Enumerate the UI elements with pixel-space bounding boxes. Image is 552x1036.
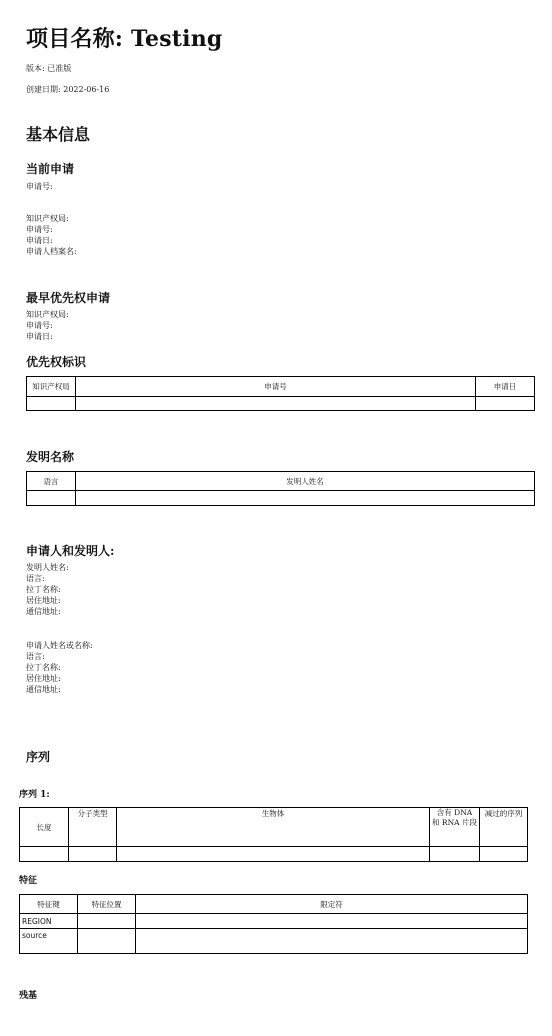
table-header-row	[27, 472, 535, 491]
priority-claims-table	[26, 376, 535, 411]
applicant-residence-label: 居住地址:	[26, 674, 61, 683]
table-row	[27, 397, 535, 411]
applicant-language-label: 语言:	[26, 652, 45, 661]
features-table	[19, 894, 528, 954]
table-row	[27, 491, 535, 506]
created-date-text: 创建日期: 2022-06-16	[26, 85, 110, 94]
table-cell	[136, 914, 528, 929]
inventor-language-label: 语言:	[26, 574, 45, 583]
priority-office-label: 知识产权局:	[26, 310, 69, 319]
table-cell	[27, 491, 76, 506]
table-header-row	[20, 808, 528, 847]
sequence-table	[19, 807, 528, 862]
table-cell	[76, 491, 535, 506]
inventor-details	[26, 562, 69, 617]
priority-claims-heading: 优先权标识	[26, 355, 87, 369]
residues-label: 残基	[19, 991, 38, 1001]
current-application-heading: 当前申请	[26, 162, 75, 176]
table-row	[20, 847, 528, 862]
invention-title-table	[26, 471, 535, 506]
project-title: 项目名称: Testing	[26, 26, 223, 52]
sequences-heading: 序列	[26, 750, 51, 764]
current-application-number: 申请号:	[26, 182, 53, 191]
table-header: 含有 DNA 和 RNA 片段	[430, 808, 480, 847]
feature-key-cell: source	[20, 929, 78, 954]
app-number-label: 申请号:	[26, 225, 53, 234]
features-label: 特征	[19, 876, 38, 886]
table-header: 申请号	[76, 377, 476, 397]
feature-key-cell: REGION	[20, 914, 78, 929]
table-header: 限定符	[136, 895, 528, 914]
version-text: 版本: 已准版	[26, 64, 72, 73]
table-cell	[480, 847, 528, 862]
earliest-priority-details	[26, 309, 69, 342]
table-header: 特征位置	[78, 895, 136, 914]
table-header-row	[20, 895, 528, 914]
table-row	[20, 929, 528, 954]
table-cell	[117, 847, 430, 862]
inventor-address-label: 通信地址:	[26, 607, 61, 616]
table-header: 申请日	[476, 377, 535, 397]
table-cell	[78, 929, 136, 954]
table-cell	[27, 397, 76, 411]
applicant-file-ref-label: 申请人档案名:	[26, 247, 77, 256]
inventor-latin-name-label: 拉丁名称:	[26, 585, 61, 594]
table-cell	[78, 914, 136, 929]
inventor-residence-label: 居住地址:	[26, 596, 61, 605]
priority-app-number-label: 申请号:	[26, 321, 53, 330]
priority-filing-date-label: 申请日:	[26, 332, 53, 341]
table-row	[20, 914, 528, 929]
sequence-1-label: 序列 1:	[19, 790, 50, 800]
applicant-name-label: 申请人姓名或名称:	[26, 641, 93, 650]
basic-info-heading: 基本信息	[26, 125, 91, 144]
table-cell	[430, 847, 480, 862]
table-cell	[69, 847, 117, 862]
applicants-inventors-heading: 申请人和发明人:	[26, 544, 115, 558]
invention-title-heading: 发明名称	[26, 450, 75, 464]
table-header: 分子类型	[69, 808, 117, 847]
table-header: 发明人姓名	[76, 472, 535, 491]
table-header: 减过的序列	[480, 808, 528, 847]
table-header: 特征键	[20, 895, 78, 914]
table-header: 长度	[20, 808, 69, 847]
table-cell	[136, 929, 528, 954]
filing-date-label: 申请日:	[26, 236, 53, 245]
table-cell	[476, 397, 535, 411]
current-application-details	[26, 213, 77, 257]
applicant-latin-name-label: 拉丁名称:	[26, 663, 61, 672]
table-header: 语言	[27, 472, 76, 491]
office-label: 知识产权局:	[26, 214, 69, 223]
applicant-details	[26, 640, 93, 695]
table-cell	[20, 847, 69, 862]
applicant-address-label: 通信地址:	[26, 685, 61, 694]
inventor-name-label: 发明人姓名:	[26, 563, 69, 572]
table-header-row	[27, 377, 535, 397]
table-header: 知识产权局	[27, 377, 76, 397]
table-header: 生物体	[117, 808, 430, 847]
earliest-priority-heading: 最早优先权申请	[26, 291, 111, 305]
table-cell	[76, 397, 476, 411]
